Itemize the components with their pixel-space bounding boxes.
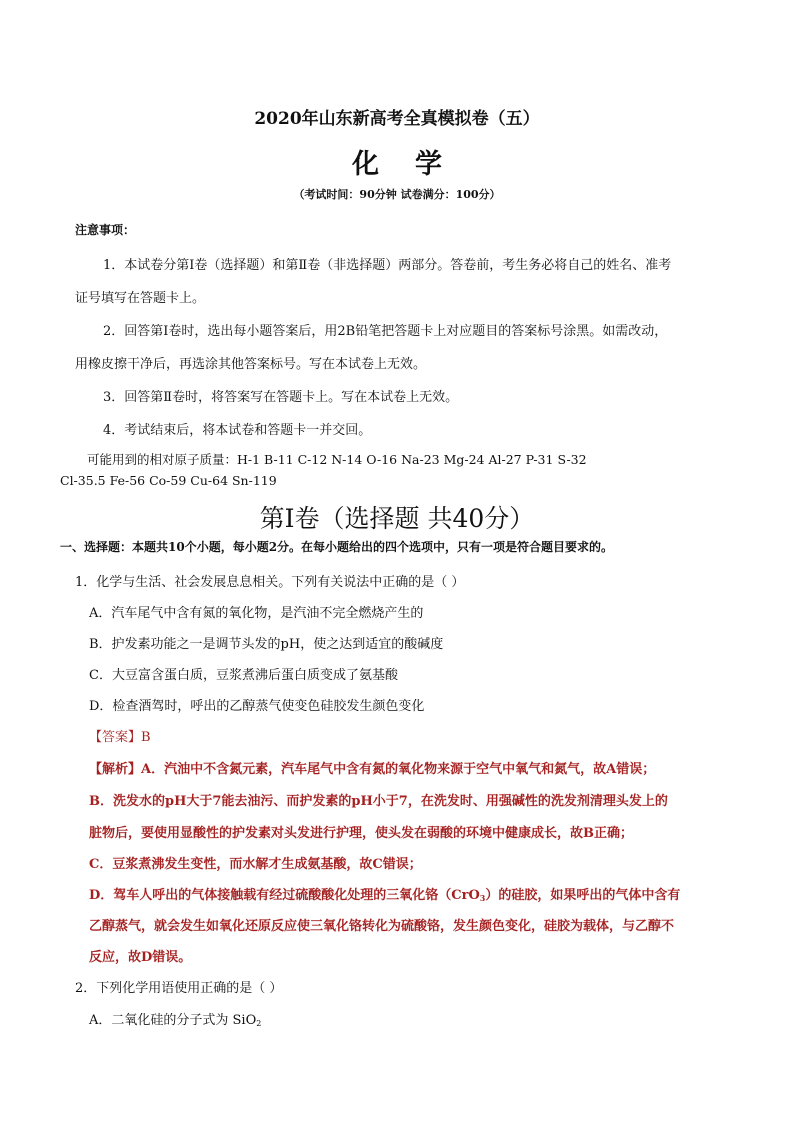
exam-title: 2020年山东新高考全真模拟卷（五） bbox=[254, 109, 540, 129]
explanation-a-text: A．汽油中不含氮元素，汽车尾气中含有氮的氧化物来源于空气中氧气和氮气，故A错误； bbox=[141, 762, 656, 777]
question-1-explanation-d-line-3: 反应，故D错误。 bbox=[89, 950, 192, 965]
option-a-text: A．二氧化硅的分子式为 SiO bbox=[89, 1013, 257, 1028]
question-1-explanation-c: C．豆浆煮沸发生变性，而水解才生成氨基酸，故C错误； bbox=[89, 857, 422, 872]
notice-item-2-line-1: 2．回答第Ⅰ卷时，选出每小题答案后，用2B铅笔把答题卡上对应题目的答案标号涂黑。如需改动， bbox=[103, 324, 668, 339]
notice-item-4: 4．考试结束后，将本试卷和答题卡一并交回。 bbox=[103, 423, 372, 438]
explanation-label: 【解析】 bbox=[89, 762, 142, 777]
subject-title: 化学 bbox=[352, 149, 478, 180]
question-2-option-a bbox=[89, 1009, 261, 1028]
question-1-option-b: B．护发素功能之一是调节头发的pH，使之达到适宜的酸碱度 bbox=[89, 637, 444, 652]
notice-item-3: 3．回答第Ⅱ卷时，将答案写在答题卡上。写在本试卷上无效。 bbox=[103, 390, 459, 405]
notice-item-1-line-2: 证号填写在答题卡上。 bbox=[75, 291, 206, 306]
atomic-masses-line-1: 可能用到的相对原子质量：H-1 B-11 C-12 N-14 O-16 Na-23 Mg-24 Al-27 P-31 S-32 bbox=[87, 452, 587, 467]
question-1-explanation-d-line-2: 乙醇蒸气，就会发生如氧化还原反应使三氧化铬转化为硫酸铬，发生颜色变化，硅胶为载体，与乙醇不 bbox=[89, 919, 675, 934]
section-instruction: 一、选择题：本题共10个小题，每小题2分。在每小题给出的四个选项中，只有一项是符合题目要求的。 bbox=[60, 540, 614, 554]
question-1-answer: 【答案】B bbox=[89, 730, 151, 745]
explanation-d-pre: D．驾车人呼出的气体接触载有经过硫酸酸化处理的三氧化铬（CrO bbox=[89, 888, 480, 903]
exam-info: （考试时间：90分钟 试卷满分：100分） bbox=[293, 188, 501, 201]
atomic-masses-line-2: Cl-35.5 Fe-56 Co-59 Cu-64 Sn-119 bbox=[60, 473, 277, 488]
section-title: 第Ⅰ卷（选择题 共40分） bbox=[259, 504, 535, 533]
explanation-d-post: ）的硅胶，如果呼出的气体中含有 bbox=[485, 888, 681, 903]
question-1-explanation-b-line-2: 脏物后，要使用显酸性的护发素对头发进行护理，使头发在弱酸的环境中健康成长，故B正确； bbox=[89, 826, 633, 841]
question-1-explanation-d-line-1 bbox=[89, 884, 680, 903]
question-1-explanation-b-line-1: B．洗发水的pH大于7能去油污、而护发素的pH小于7，在洗发时、用强碱性的洗发剂清理头发上的 bbox=[89, 794, 668, 809]
notice-item-2-line-2: 用橡皮擦干净后，再选涂其他答案标号。写在本试卷上无效。 bbox=[75, 357, 427, 372]
notice-item-1-line-1: 1．本试卷分第Ⅰ卷（选择题）和第Ⅱ卷（非选择题）两部分。答卷前，考生务必将自己的姓名、准考 bbox=[103, 258, 672, 273]
question-1-option-c: C．大豆富含蛋白质，豆浆煮沸后蛋白质变成了氨基酸 bbox=[89, 668, 398, 683]
question-2-stem: 2．下列化学用语使用正确的是（ ） bbox=[75, 981, 283, 996]
question-1-explanation-a bbox=[89, 758, 655, 777]
question-1-option-d: D．检查酒驾时，呼出的乙醇蒸气使变色硅胶发生颜色变化 bbox=[89, 699, 425, 714]
notice-heading: 注意事项： bbox=[75, 223, 136, 237]
question-1-option-a: A．汽车尾气中含有氮的氧化物，是汽油不完全燃烧产生的 bbox=[89, 606, 424, 621]
option-a-subscript: 2 bbox=[256, 1019, 262, 1028]
explanation-d-subscript: 3 bbox=[479, 893, 486, 903]
question-1-stem: 1．化学与生活、社会发展息息相关。下列有关说法中正确的是（ ） bbox=[75, 575, 465, 590]
